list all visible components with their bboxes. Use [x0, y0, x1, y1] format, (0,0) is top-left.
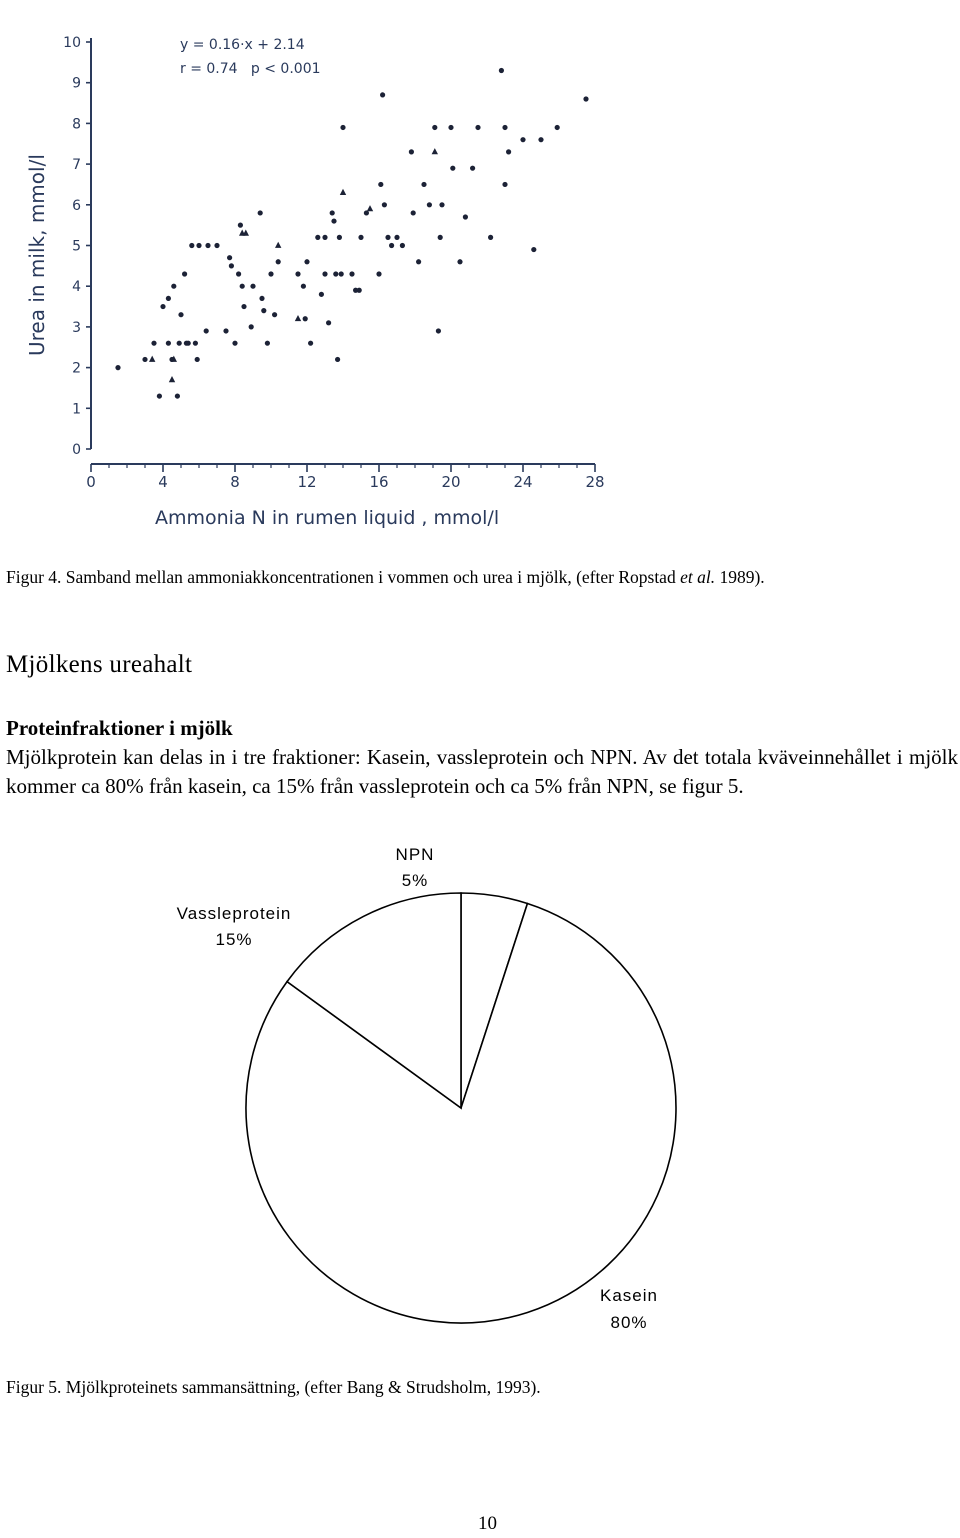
scatter-points [115, 68, 588, 399]
scatter-point [380, 92, 385, 97]
scatter-point [240, 284, 245, 289]
scatter-point [250, 284, 255, 289]
pie-label-vassleprotein: Vassleprotein [176, 904, 292, 923]
scatter-point [236, 271, 241, 276]
scatter-point-triangle [295, 315, 301, 321]
scatter-point [389, 243, 394, 248]
pie-percent-kasein: 80% [610, 1313, 648, 1332]
scatter-point [303, 316, 308, 321]
scatter-point [326, 320, 331, 325]
scatter-point [427, 202, 432, 207]
scatter-point [385, 235, 390, 240]
scatter-point [268, 271, 273, 276]
scatter-point [520, 137, 525, 142]
scatter-point [376, 271, 381, 276]
pie-percent-vassleprotein: 15% [215, 930, 253, 949]
scatter-point [436, 328, 441, 333]
scatter-point [261, 308, 266, 313]
scatter-point [205, 243, 210, 248]
scatter-point [416, 259, 421, 264]
scatter-point [115, 365, 120, 370]
page-number: 10 [478, 1513, 497, 1534]
y-tick-label: 2 [72, 360, 81, 377]
figure-4-caption-end: 1989). [715, 567, 765, 587]
scatter-point [304, 259, 309, 264]
y-tick-label: 0 [72, 442, 81, 458]
scatter-point [411, 210, 416, 215]
scatter-point [457, 259, 462, 264]
scatter-point [450, 166, 455, 171]
y-tick-label: 7 [72, 157, 81, 174]
scatter-point [448, 125, 453, 130]
scatter-point [502, 182, 507, 187]
scatter-point-triangle [367, 205, 373, 211]
scatter-point [166, 296, 171, 301]
scatter-point [335, 357, 340, 362]
scatter-point [339, 271, 344, 276]
correlation-statistics: r = 0.74 p < 0.001 [180, 61, 321, 77]
scatter-point [308, 341, 313, 346]
scatter-point [186, 341, 191, 346]
scatter-point [232, 341, 237, 346]
scatter-point [204, 328, 209, 333]
figure-4-caption-text: Figur 4. Samband mellan ammoniakkoncentrationen i vommen och urea i mjölk, (efter Ropstad [6, 567, 681, 587]
x-tick-label: 0 [86, 473, 96, 491]
scatter-point [182, 271, 187, 276]
scatter-point [470, 166, 475, 171]
scatter-point [531, 247, 536, 252]
scatter-point [475, 125, 480, 130]
x-tick-label: 12 [297, 473, 317, 491]
x-tick-label: 20 [441, 473, 461, 491]
scatter-point [463, 214, 468, 219]
scatter-point [488, 235, 493, 240]
y-tick-label: 10 [63, 35, 81, 51]
pie-label-npn: NPN [395, 845, 435, 864]
pie-label-kasein: Kasein [600, 1286, 658, 1305]
scatter-point [432, 125, 437, 130]
scatter-point [337, 235, 342, 240]
scatter-axes [86, 38, 595, 472]
scatter-point [382, 202, 387, 207]
scatter-point [421, 182, 426, 187]
scatter-plot-svg [20, 20, 620, 540]
figure-5-caption: Figur 5. Mjölkproteinets sammansättning, (efter Bang & Strudsholm, 1993). [6, 1377, 541, 1397]
pie-chart-svg [150, 835, 710, 1345]
y-tick-label: 8 [72, 116, 81, 133]
scatter-point [272, 312, 277, 317]
scatter-point [175, 393, 180, 398]
scatter-point [229, 263, 234, 268]
scatter-point [249, 324, 254, 329]
scatter-point [151, 341, 156, 346]
scatter-point-triangle [149, 356, 155, 362]
scatter-point [506, 149, 511, 154]
scatter-point [258, 210, 263, 215]
scatter-point [265, 341, 270, 346]
scatter-point-triangle [169, 376, 175, 382]
scatter-point-triangle [340, 189, 346, 195]
pie-slices [246, 893, 676, 1323]
scatter-point [178, 312, 183, 317]
scatter-point [538, 137, 543, 142]
scatter-point [166, 341, 171, 346]
scatter-point [358, 235, 363, 240]
scatter-point [259, 296, 264, 301]
scatter-point [238, 223, 243, 228]
scatter-plot-figure-4 [20, 20, 620, 540]
x-tick-label: 28 [585, 473, 605, 491]
scatter-point [142, 357, 147, 362]
scatter-point [439, 202, 444, 207]
scatter-point [394, 235, 399, 240]
scatter-point [331, 218, 336, 223]
scatter-point [177, 341, 182, 346]
y-tick-label: 5 [72, 238, 81, 255]
x-tick-label: 16 [369, 473, 389, 491]
scatter-point [223, 328, 228, 333]
figure-4-caption [6, 567, 765, 588]
scatter-point [340, 125, 345, 130]
scatter-point [438, 235, 443, 240]
x-tick-label: 8 [230, 473, 240, 491]
figure-4-caption-italic: et al. [680, 567, 716, 587]
y-tick-label: 1 [72, 401, 81, 418]
section-heading: Mjölkens ureahalt [6, 651, 193, 678]
scatter-point [378, 182, 383, 187]
scatter-point [330, 210, 335, 215]
scatter-point [195, 357, 200, 362]
scatter-point [319, 292, 324, 297]
scatter-point [196, 243, 201, 248]
scatter-point [241, 304, 246, 309]
scatter-point [301, 284, 306, 289]
y-tick-label: 9 [72, 75, 81, 92]
scatter-point [400, 243, 405, 248]
pie-percent-npn: 5% [401, 871, 429, 890]
scatter-point [157, 393, 162, 398]
scatter-point [333, 271, 338, 276]
pie-chart-figure-5 [150, 835, 710, 1345]
scatter-point [214, 243, 219, 248]
scatter-point [189, 243, 194, 248]
scatter-point [409, 149, 414, 154]
scatter-point [349, 271, 354, 276]
scatter-point [322, 235, 327, 240]
x-axis-label: Ammonia N in rumen liquid , mmol/l [155, 507, 500, 529]
y-axis-label: Urea in milk, mmol/l [25, 154, 49, 356]
regression-equation: y = 0.16·x + 2.14 [180, 37, 305, 53]
scatter-point [502, 125, 507, 130]
scatter-point [583, 96, 588, 101]
scatter-point [322, 271, 327, 276]
scatter-point [171, 284, 176, 289]
scatter-point [295, 271, 300, 276]
scatter-point [357, 288, 362, 293]
scatter-point [499, 68, 504, 73]
scatter-point [193, 341, 198, 346]
scatter-point [555, 125, 560, 130]
scatter-point-triangle [432, 148, 438, 154]
scatter-point-triangle [275, 242, 281, 248]
y-tick-label: 4 [72, 279, 81, 296]
y-tick-label: 3 [72, 319, 81, 336]
y-tick-label: 6 [72, 197, 81, 214]
body-paragraph: Mjölkprotein kan delas in i tre fraktioner: Kasein, vassleprotein och NPN. Av det totala kväveinnehållet i mjölk kommer ca 80% från kasein, ca 15% från vassleprotein och ca 5% från NPN, se figur 5. [6, 745, 958, 798]
scatter-point [227, 255, 232, 260]
x-tick-label: 24 [513, 473, 533, 491]
x-tick-label: 4 [158, 473, 168, 491]
scatter-point [160, 304, 165, 309]
subsection-heading: Proteinfraktioner i mjölk [6, 716, 233, 740]
scatter-tick-labels [63, 35, 604, 491]
scatter-point [315, 235, 320, 240]
scatter-point [276, 259, 281, 264]
